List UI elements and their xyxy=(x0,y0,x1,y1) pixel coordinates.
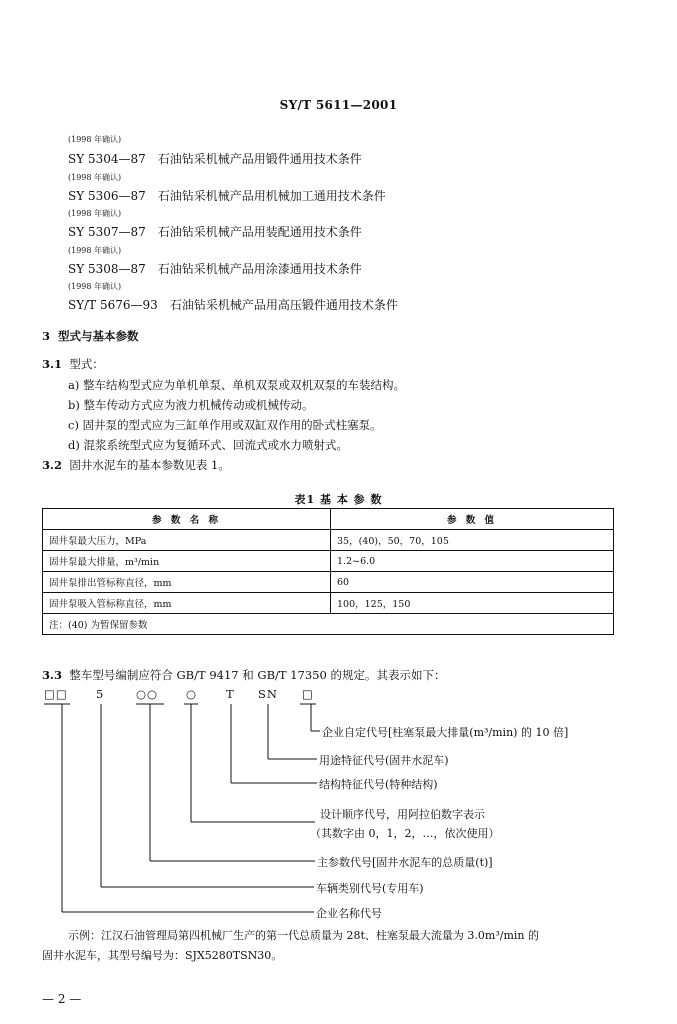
code-segment-purpose: SN xyxy=(258,687,278,701)
standard-title: 石油钻采机械产品用装配通用技术条件 xyxy=(157,225,362,239)
table-header-cell: 参 数 值 xyxy=(331,509,614,530)
list-item: d) 混浆系统型式应为复循环式、回流式或水力喷射式。 xyxy=(68,438,349,452)
table-cell: 固井泵最大排量，m³/min xyxy=(43,551,331,572)
code-segment-main-param: ○○ xyxy=(136,687,159,701)
running-header: SY/T 5611—2001 xyxy=(279,98,398,112)
table-cell: 固井泵最大压力，MPa xyxy=(43,530,331,551)
table-cell: 固井泵吸入管标称直径，mm xyxy=(43,593,331,614)
label-custom-code: 企业自定代号[柱塞泵最大排量(m³/min) 的 10 倍] xyxy=(322,726,569,739)
list-item: c) 固井泵的型式应为三缸单作用或双缸双作用的卧式柱塞泵。 xyxy=(68,418,382,432)
standard-title: 石油钻采机械产品用涂漆通用技术条件 xyxy=(157,262,362,276)
standard-code: SY 5304—87 xyxy=(68,152,146,166)
standard-code: SY 5306—87 xyxy=(68,189,146,203)
standard-title: 石油钻采机械产品用锻件通用技术条件 xyxy=(157,152,362,166)
table-cell: 100，125，150 xyxy=(331,593,614,614)
clause-number: 3.2 xyxy=(42,458,63,472)
label-structure-code: 结构特征代号(特种结构) xyxy=(319,778,438,791)
section-number: 3 xyxy=(42,329,51,343)
label-purpose-code: 用途特征代号(固井水泥车) xyxy=(319,754,449,767)
label-design-seq-note: （其数字由 0，1，2，…，依次使用） xyxy=(310,827,500,840)
confirmation-note: (1998 年确认) xyxy=(68,209,122,218)
clause-number: 3.3 xyxy=(42,668,63,682)
code-segment-category: 5 xyxy=(96,687,105,701)
code-segment-design-seq: ○ xyxy=(186,687,198,701)
standard-title: 石油钻采机械产品用高压锻件通用技术条件 xyxy=(169,298,398,312)
table-cell: 35，(40)，50，70，105 xyxy=(331,530,614,551)
code-segment-company: □□ xyxy=(44,687,68,701)
code-segment-custom: □ xyxy=(302,687,314,701)
table-header-cell: 参 数 名 称 xyxy=(43,509,331,530)
standard-code: SY/T 5676—93 xyxy=(68,298,158,312)
table-cell: 60 xyxy=(331,572,614,593)
table-note: 注：(40) 为暂保留参数 xyxy=(43,614,614,635)
confirmation-note: (1998 年确认) xyxy=(68,135,122,144)
list-item: a) 整车结构型式应为单机单泵、单机双泵或双机双泵的车装结构。 xyxy=(68,378,405,392)
standard-code: SY 5308—87 xyxy=(68,262,146,276)
standard-title: 石油钻采机械产品用机械加工通用技术条件 xyxy=(157,189,386,203)
table-caption: 表1 基 本 参 数 xyxy=(294,493,383,506)
clause-text: 固井水泥车的基本参数见表 1。 xyxy=(69,458,230,472)
standard-code: SY 5307—87 xyxy=(68,225,146,239)
section-title: 型式与基本参数 xyxy=(58,329,139,343)
code-segment-structure: T xyxy=(226,687,235,701)
example-line-1: 示例：江汉石油管理局第四机械厂生产的第一代总质量为 28t、柱塞泵最大流量为 3.0m³/min 的 xyxy=(68,929,539,942)
confirmation-note: (1998 年确认) xyxy=(68,173,122,182)
table-cell: 固井泵排出管标称直径，mm xyxy=(43,572,331,593)
confirmation-note: (1998 年确认) xyxy=(68,282,122,291)
clause-text: 型式： xyxy=(69,357,104,371)
label-company-code: 企业名称代号 xyxy=(316,907,382,920)
clause-text: 整车型号编制应符合 GB/T 9417 和 GB/T 17350 的规定。其表示如下： xyxy=(69,668,446,682)
table-cell: 1.2~6.0 xyxy=(331,551,614,572)
example-line-2: 固井水泥车，其型号编号为：SJX5280TSN30。 xyxy=(42,949,283,962)
clause-number: 3.1 xyxy=(42,357,63,371)
page-number: — 2 — xyxy=(42,992,82,1006)
list-item: b) 整车传动方式应为液力机械传动或机械传动。 xyxy=(68,398,314,412)
confirmation-note: (1998 年确认) xyxy=(68,246,122,255)
label-main-param-code: 主参数代号[固井水泥车的总质量(t)] xyxy=(317,856,493,869)
label-design-seq-code: 设计顺序代号，用阿拉伯数字表示 xyxy=(320,808,485,821)
label-category-code: 车辆类别代号(专用车) xyxy=(316,882,424,895)
